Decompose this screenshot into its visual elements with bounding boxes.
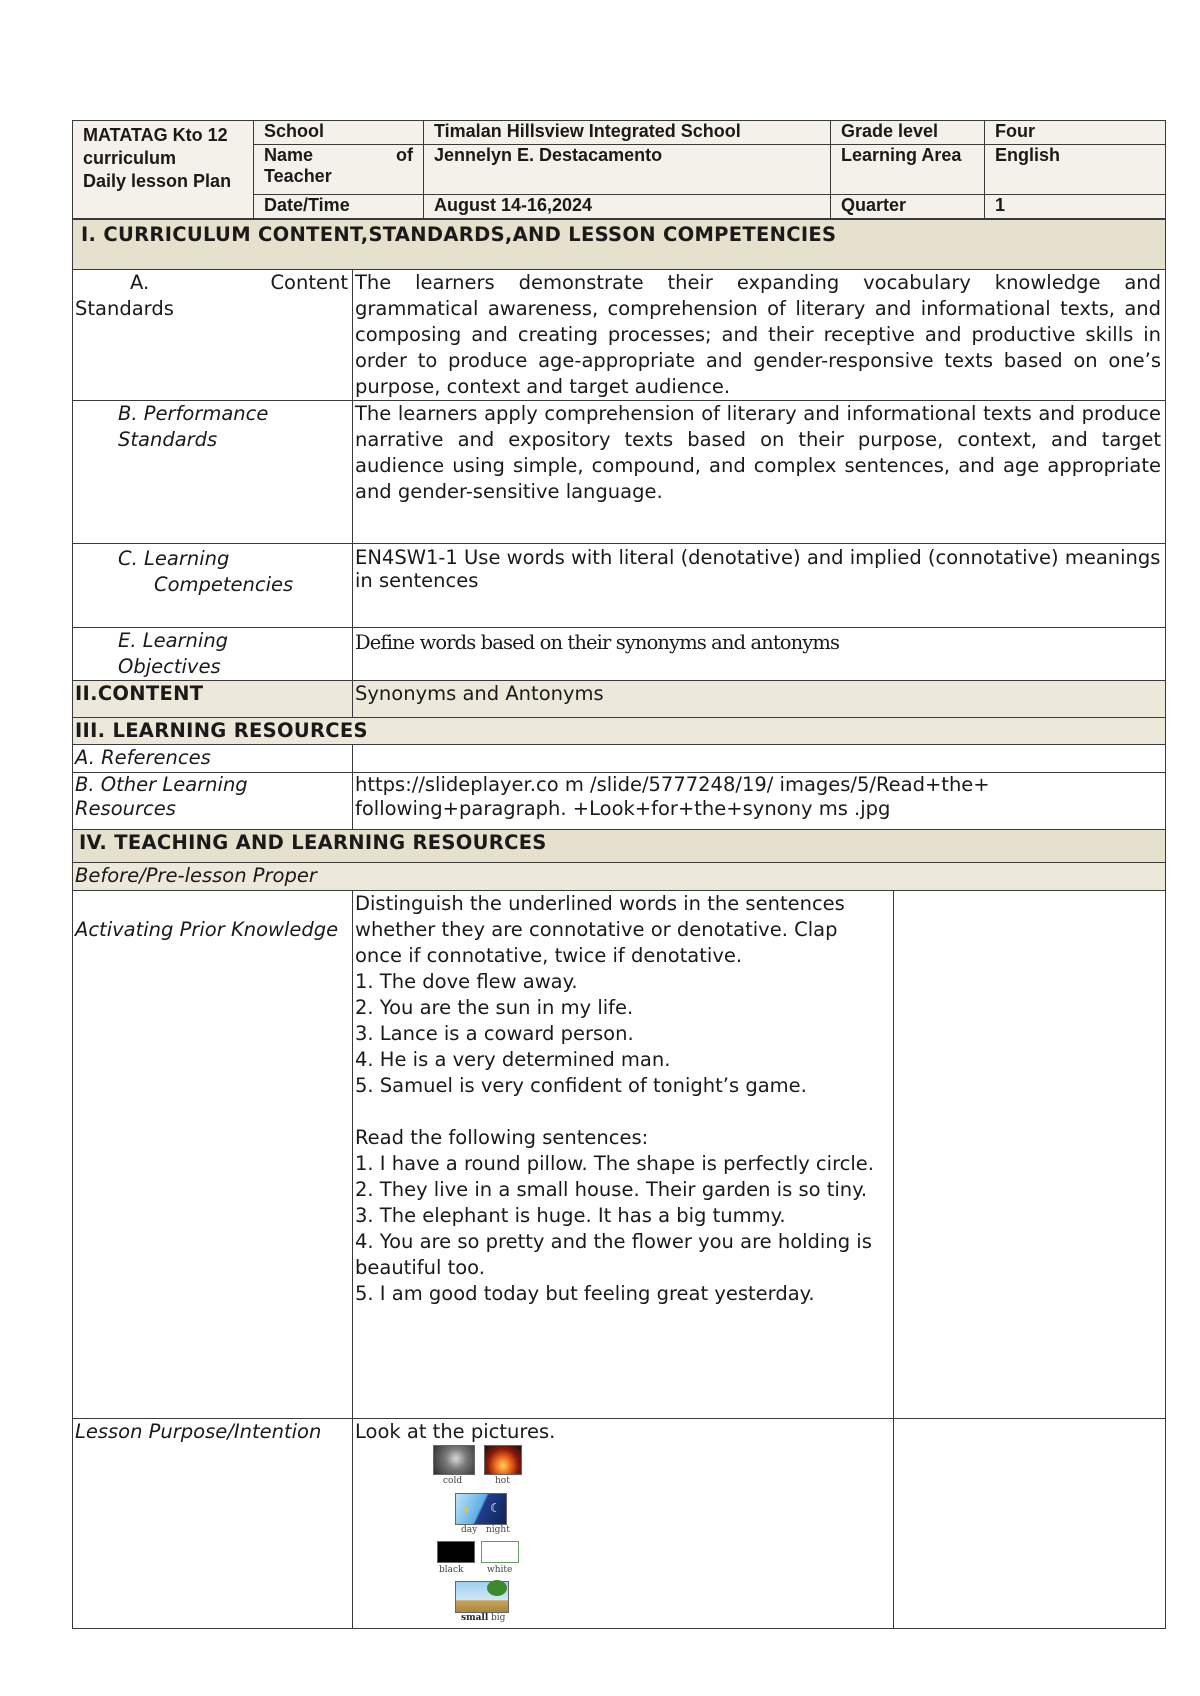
caption-white: white <box>487 1565 513 1575</box>
caption-hot: hot <box>495 1476 510 1486</box>
performance-standards-label: B. Performance Standards <box>73 401 353 544</box>
school-label: School <box>254 121 424 145</box>
plan-title: Daily lesson Plan <box>83 171 232 191</box>
date-label: Date/Time <box>254 194 424 218</box>
caption-day: day <box>461 1525 478 1535</box>
purpose-notes <box>894 1419 1166 1629</box>
objectives-label-a: E. Learning <box>118 629 229 652</box>
caption-cold: cold <box>443 1476 463 1486</box>
references-value <box>353 745 1166 773</box>
read-intro: Read the following sentences: <box>355 1126 649 1149</box>
header-table <box>72 120 1166 219</box>
performance-standards-text: The learners apply comprehension of literary and informational texts and produce narrative and expository texts based on their purpose, context, and target audience using simple, compound, and complex sentences, and age appropriate and gender-sensitive language. <box>353 401 1166 544</box>
grade-value: Four <box>985 121 1166 145</box>
caption-night: night <box>486 1525 510 1535</box>
white-picture <box>481 1541 519 1563</box>
read-items: 1. I have a round pillow. The shape is perfectly circle. 2. They live in a small house. Their garden is so tiny. 3. The elephant is huge. It has a big tummy. 4. You are so pretty and the flower you are holding is beautiful too. 5. I am good today but feeling great yesterday. <box>355 1152 874 1305</box>
quarter-label: Quarter <box>831 194 985 218</box>
teacher-label <box>254 145 424 195</box>
resources-heading: III. LEARNING RESOURCES <box>73 718 1166 745</box>
content-label-a: A. <box>130 271 150 294</box>
caption-big: big <box>491 1613 506 1623</box>
cold-picture <box>433 1445 475 1475</box>
content-standards-label <box>73 270 353 401</box>
objectives-label <box>73 628 353 681</box>
activating-items: 1. The dove flew away. 2. You are the sun in my life. 3. Lance is a coward person. 4. He is a very determined man. 5. Samuel is very confident of tonight’s game. <box>355 970 807 1097</box>
purpose-text: Look at the pictures. <box>355 1420 556 1443</box>
teacher-value: Jennelyn E. Destacamento <box>424 145 831 195</box>
other-resources-url-line-2: following+paragraph. +Look+for+the+synony ms .jpg <box>355 797 891 820</box>
content-standards-text: The learners demonstrate their expanding vocabulary knowledge and grammatical awareness, comprehension of literary and informational texts, and composing and creating processes; and their receptive and productive skills in order to produce age-appropriate and gender-responsive texts based on one’s purpose, context and target audience. <box>353 270 1166 401</box>
competencies-text: EN4SW1-1 Use words with literal (denotative) and implied (connotative) meanings in sentences <box>353 544 1166 628</box>
other-resources-label: B. Other Learning Resources <box>73 773 353 830</box>
section-curriculum-heading: I. CURRICULUM CONTENT,STANDARDS,AND LESSON COMPETENCIES <box>73 220 1166 270</box>
curriculum-cell <box>73 121 254 219</box>
content-heading: II.CONTENT <box>73 681 353 718</box>
activating-content <box>353 891 894 1419</box>
content-label-c: Standards <box>75 297 174 320</box>
purpose-label: Lesson Purpose/Intention <box>73 1419 353 1629</box>
school-value: Timalan Hillsview Integrated School <box>424 121 831 145</box>
objectives-label-b: Objectives <box>118 655 221 678</box>
moon-icon: ☾ <box>490 1501 501 1515</box>
caption-black: black <box>439 1565 464 1575</box>
activating-label: Activating Prior Knowledge <box>73 891 353 1419</box>
references-label: A. References <box>73 745 353 773</box>
quarter-value: 1 <box>985 194 1166 218</box>
curriculum-text: MATATAG Kto 12 curriculum <box>83 125 228 168</box>
hot-picture <box>484 1445 522 1475</box>
picture-strip <box>355 1445 889 1625</box>
purpose-content <box>353 1419 894 1629</box>
activating-notes <box>894 891 1166 1419</box>
grade-label: Grade level <box>831 121 985 145</box>
other-resources-url-line-1: https://slideplayer.co m /slide/5777248/19/ images/5/Read+the+ <box>355 773 990 796</box>
caption-small: small <box>461 1613 489 1623</box>
lesson-plan-table <box>72 219 1166 1629</box>
black-picture <box>437 1541 475 1563</box>
content-topic: Synonyms and Antonyms <box>353 681 1166 718</box>
date-value: August 14-16,2024 <box>424 194 831 218</box>
competencies-label <box>73 544 353 628</box>
content-label-b: Content <box>270 271 348 294</box>
curriculum-title <box>83 124 243 170</box>
teaching-heading: IV. TEACHING AND LEARNING RESOURCES <box>73 830 1166 863</box>
objectives-text: Define words based on their synonyms and antonyms <box>353 628 1166 681</box>
activating-intro: Distinguish the underlined words in the sentences whether they are connotative or denotative. Clap once if connotative, twice if denotative. <box>355 892 845 967</box>
area-label: Learning Area <box>831 145 985 195</box>
teacher-label-name: Name <box>264 145 314 166</box>
tree-icon <box>487 1580 507 1596</box>
area-value: English <box>985 145 1166 195</box>
teacher-label-teacher: Teacher <box>264 166 332 187</box>
pre-lesson-heading: Before/Pre-lesson Proper <box>73 863 1166 891</box>
competencies-label-a: C. Learning <box>118 547 230 570</box>
other-resources-value <box>353 773 1166 830</box>
competencies-label-b: Competencies <box>154 573 294 596</box>
sun-icon: ☀ <box>461 1503 472 1517</box>
teacher-label-of: of <box>396 145 413 166</box>
